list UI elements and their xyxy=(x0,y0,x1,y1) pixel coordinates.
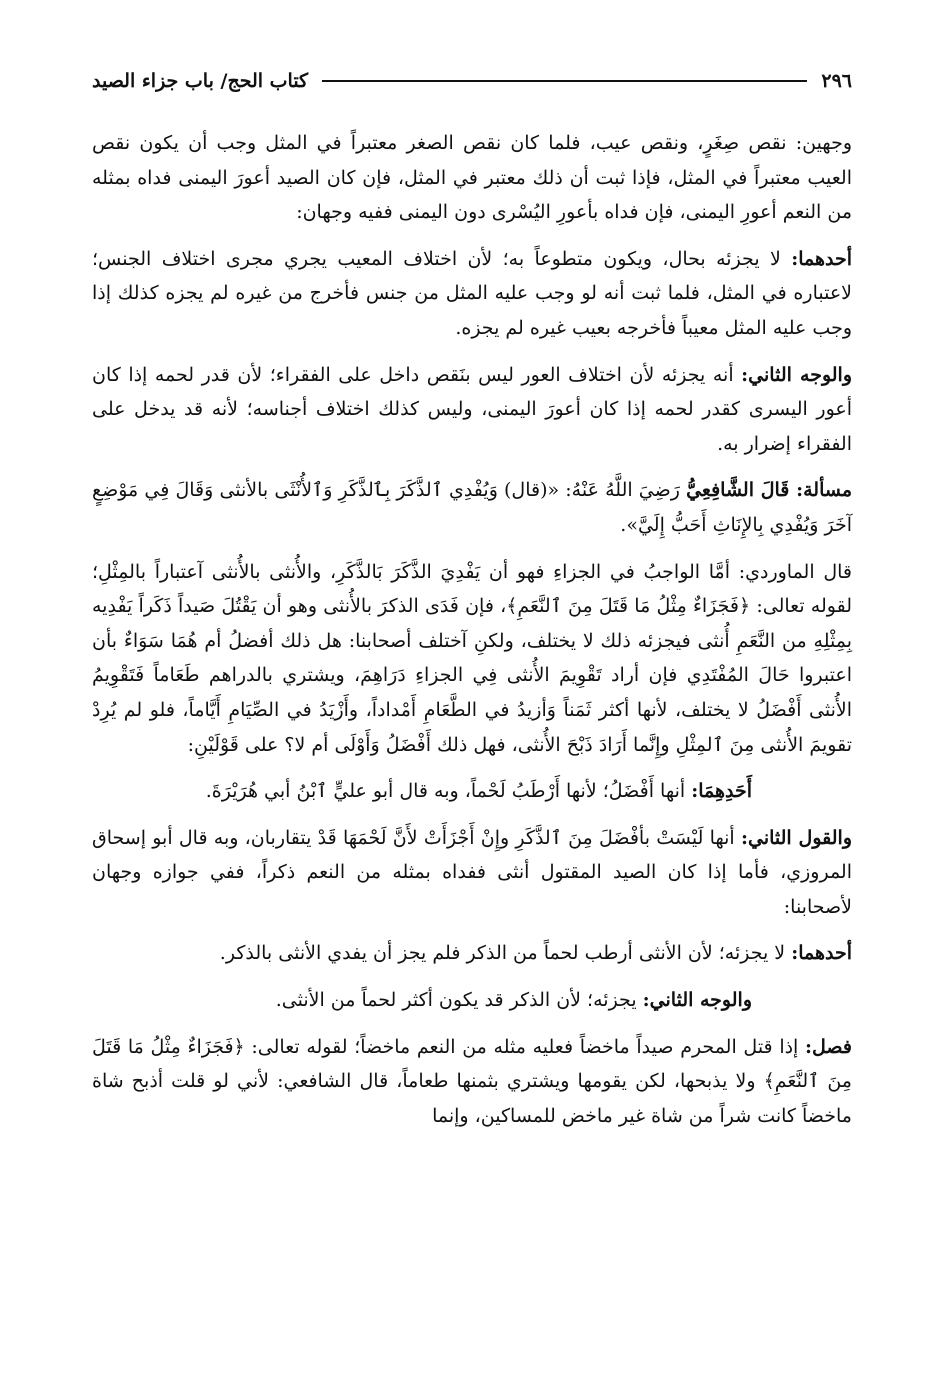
paragraph-2 xyxy=(92,242,852,346)
paragraph-10 xyxy=(92,1030,852,1134)
paragraph-6 xyxy=(92,774,852,809)
paragraph-3 xyxy=(92,358,852,462)
paragraph-7-lead: والقول الثاني: xyxy=(740,826,852,849)
page-header xyxy=(92,64,852,98)
paragraph-4 xyxy=(92,473,852,542)
paragraph-9 xyxy=(92,983,852,1018)
paragraph-2-lead: أحدهما: xyxy=(791,247,852,270)
paragraph-10-lead: فصل: xyxy=(805,1035,852,1058)
paragraph-3-lead: والوجه الثاني: xyxy=(741,363,853,386)
book-page xyxy=(92,64,852,1145)
paragraph-1 xyxy=(92,126,852,230)
paragraph-6-text: أنها أَفْضَلُ؛ لأنها أَرْطَبُ لَحْماً، وبه قال أبو عليٍّ ٱبْنُ أبي هُرَيْرَةَ. xyxy=(205,780,692,803)
paragraph-5 xyxy=(92,555,852,763)
paragraph-6-lead: أَحَدِهِمَا: xyxy=(691,780,752,803)
paragraph-7-text: أنها لَيْسَتْ بأفْضَلَ مِنَ ٱلذَّكَرِ وإِنْ أَجْزَأَتْ لأَنَّ لَحْمَهَا قَدْ يتقاربان، وبه قال أبو إسحاق المروزي، فأما إذا كان الصيد المقتول أنثى ففداه بمثله من النعم ذكراً، ففي جوازه وجهان لأصحابنا: xyxy=(92,826,852,918)
paragraph-8-text: لا يجزئه؛ لأن الأنثى أرطب لحماً من الذكر فلم يجز أن يفدي الأنثى بالذكر. xyxy=(219,942,792,965)
page-number: ٢٩٦ xyxy=(821,70,852,92)
paragraph-8-lead: أحدهما: xyxy=(791,942,852,965)
paragraph-2-text: لا يجزئه بحال، ويكون متطوعاً به؛ لأن اختلاف المعيب يجري مجرى اختلاف الجنس؛ لاعتباره في المثل، فلما ثبت أنه لو وجب عليه المثل من جنس فأخرج من غيره لم يجزه كذلك إذا وجب عليه المثل معيباً فأخرجه بعيب غيره لم يجزه. xyxy=(92,247,852,339)
paragraph-10-text: إذا قتل المحرم صيداً ماخضاً فعليه مثله من النعم ماخضاً؛ لقوله تعالى: ﴿فَجَزَاءٌ مِثْلُ مَا قَتَلَ مِنَ ٱلنَّعَمِ﴾ ولا يذبحها، لكن يقومها ويشتري بثمنها طعاماً، قال الشافعي: لأني لو قلت أذبح شاة ماخضاً كانت شراً من شاة غير ماخض للمساكين، وإنما xyxy=(92,1035,852,1127)
paragraph-8 xyxy=(92,936,852,971)
running-title: كتاب الحج/ باب جزاء الصيد xyxy=(92,70,309,92)
paragraph-3-text: أنه يجزئه لأن اختلاف العور ليس بنَقص داخل على الفقراء؛ لأن قدر لحمه إذا كان أعور اليسرى كقدر لحمه إذا كان أعورَ اليمنى، وليس كذلك اختلاف أجناسه؛ لأنه قد يدخل على الفقراء إضرار به. xyxy=(92,363,852,455)
paragraph-1-text: وجهين: نقص صِغَرٍ، ونقص عيب، فلما كان نقص الصغر معتبراً في المثل وجب أن يكون نقص العيب معتبراً في المثل، فإذا ثبت أن ذلك معتبر في المثل، فإن كان الصيد أعورَ اليمنى فداه بمثله من النعم أعورِ اليمنى، فإن فداه بأعورِ اليُسْرى دون اليمنى ففيه وجهان: xyxy=(92,132,852,224)
page-body xyxy=(92,126,852,1133)
paragraph-9-lead: والوجه الثاني: xyxy=(642,989,752,1012)
paragraph-4-lead: مسألة: قَالَ الشَّافِعِيُّ xyxy=(686,479,852,502)
paragraph-4-text: رَضِيَ اللَّهُ عَنْهُ: «(قال) وَيُفْدِي ٱلذَّكَرَ بِٱلذَّكَرِ وَٱلأُنْثَى بالأنثى وَقَالَ فِي مَوْضِعٍ آخَرَ وَيُفْدِي بِالإِنَاثِ أَحَبُّ إِلَيَّ». xyxy=(92,479,852,536)
header-rule xyxy=(322,80,807,82)
paragraph-9-text: يجزئه؛ لأن الذكر قد يكون أكثر لحماً من الأنثى. xyxy=(275,989,643,1012)
paragraph-5-text: قال الماوردي: أمَّا الواجبُ في الجزاءِ فهو أن يَفْدِيَ الذَّكَرَ بَالذَّكَرِ، والأُنثى بالأُنثى آعتباراً بالمِثْلِ؛ لقوله تعالى: ﴿فَجَزَاءٌ مِثْلُ مَا قَتَلَ مِنَ ٱلنَّعَمِ﴾، فإن فَدَى الذكرَ بالأُنثى وهو أن يَقْتُلَ صَيداً ذَكَراً يَفْدِيه بِمِثْلِهِ من النَّعَمِ أُنثى فيجزئه ذلك لا يختلف، ولكنِ آختلف أصحابنا: هل ذلك أفضلُ أم هُمَا سَوَاءٌ بأن اعتبروا حَالَ المُفْتَدِي فإن أراد تَقْوِيمَ الأُنثى فِي الجزاءِ دَرَاهِمَ، ويشتري بالدراهم طَعَاماً فَتَقْوِيمُ الأُنثى أَفْضَلُ لا يختلف، لأنها أكثر ثَمَناً وَأزيدُ في الطَّعَامِ أَمْداداً، وأَزْيَدُ في الصِّيَامِ أَيَّاماً، فلو لم يُرِدْ تقويمَ الأُنثى مِنَ ٱلمِثْلِ وإِنَّما أَرَادَ ذَبْحَ الأُنثى، فهل ذلك أَفْضَلُ وَأَوْلَى أم لا؟ على قَوْلَيْنِ: xyxy=(92,560,852,756)
paragraph-7 xyxy=(92,821,852,925)
